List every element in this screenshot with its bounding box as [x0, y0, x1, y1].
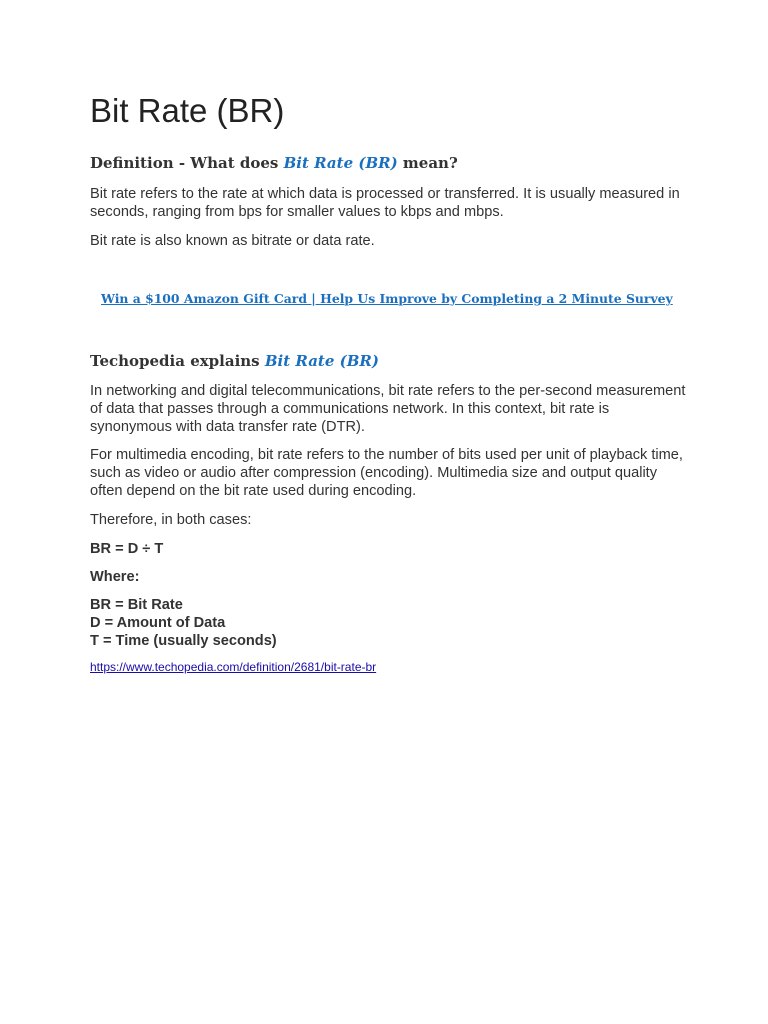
formula-block: [90, 540, 690, 558]
where-block: [90, 568, 690, 586]
explains-heading-prefix: Techopedia explains: [90, 352, 265, 370]
explains-paragraph: For multimedia encoding, bit rate refers to the number of bits used per unit of playback time, such as video or audio after compression (encoding). Multimedia size and output quality often depend on the bit rate used during encoding.: [90, 447, 683, 499]
explains-paragraph: In networking and digital telecommunications, bit rate refers to the per-second measurement of data that passes through a communications network. In this context, bit rate is synonymous with data transfer rate (DTR).: [90, 383, 686, 435]
definition-paragraph: Bit rate refers to the rate at which data is processed or transferred. It is usually measured in seconds, ranging from bps for smaller values to kbps and mbps.: [90, 186, 680, 220]
survey-link[interactable]: Win a $100 Amazon Gift Card | Help Us Improve by Completing a 2 Minute Survey: [101, 291, 673, 306]
definition-heading-term: Bit Rate (BR): [283, 154, 398, 172]
page-title: Bit Rate (BR): [90, 92, 285, 129]
formula: BR = D ÷ T: [90, 541, 164, 557]
legend-block: [90, 596, 690, 650]
definition-heading-prefix: Definition - What does: [90, 154, 284, 172]
source-url-link[interactable]: https://www.techopedia.com/definition/2681/bit-rate-br: [90, 660, 377, 674]
definition-paragraph-1-block: [90, 185, 690, 221]
definition-paragraph-2-block: [90, 232, 690, 250]
legend-item-br: BR = Bit Rate: [90, 597, 183, 613]
definition-heading: [90, 154, 458, 172]
definition-heading-suffix: mean?: [397, 154, 458, 172]
legend-item-d: D = Amount of Data: [90, 615, 226, 631]
where-label: Where:: [90, 569, 140, 585]
explains-paragraph: Therefore, in both cases:: [90, 512, 252, 528]
explains-paragraph-1-block: [90, 382, 690, 436]
explains-paragraph-2-block: [90, 446, 690, 500]
explains-heading-term: Bit Rate (BR): [264, 352, 379, 370]
explains-heading: [90, 352, 379, 370]
explains-paragraph-3-block: [90, 511, 690, 529]
legend-item-t: T = Time (usually seconds): [90, 633, 277, 649]
definition-paragraph: Bit rate is also known as bitrate or data rate.: [90, 233, 375, 249]
